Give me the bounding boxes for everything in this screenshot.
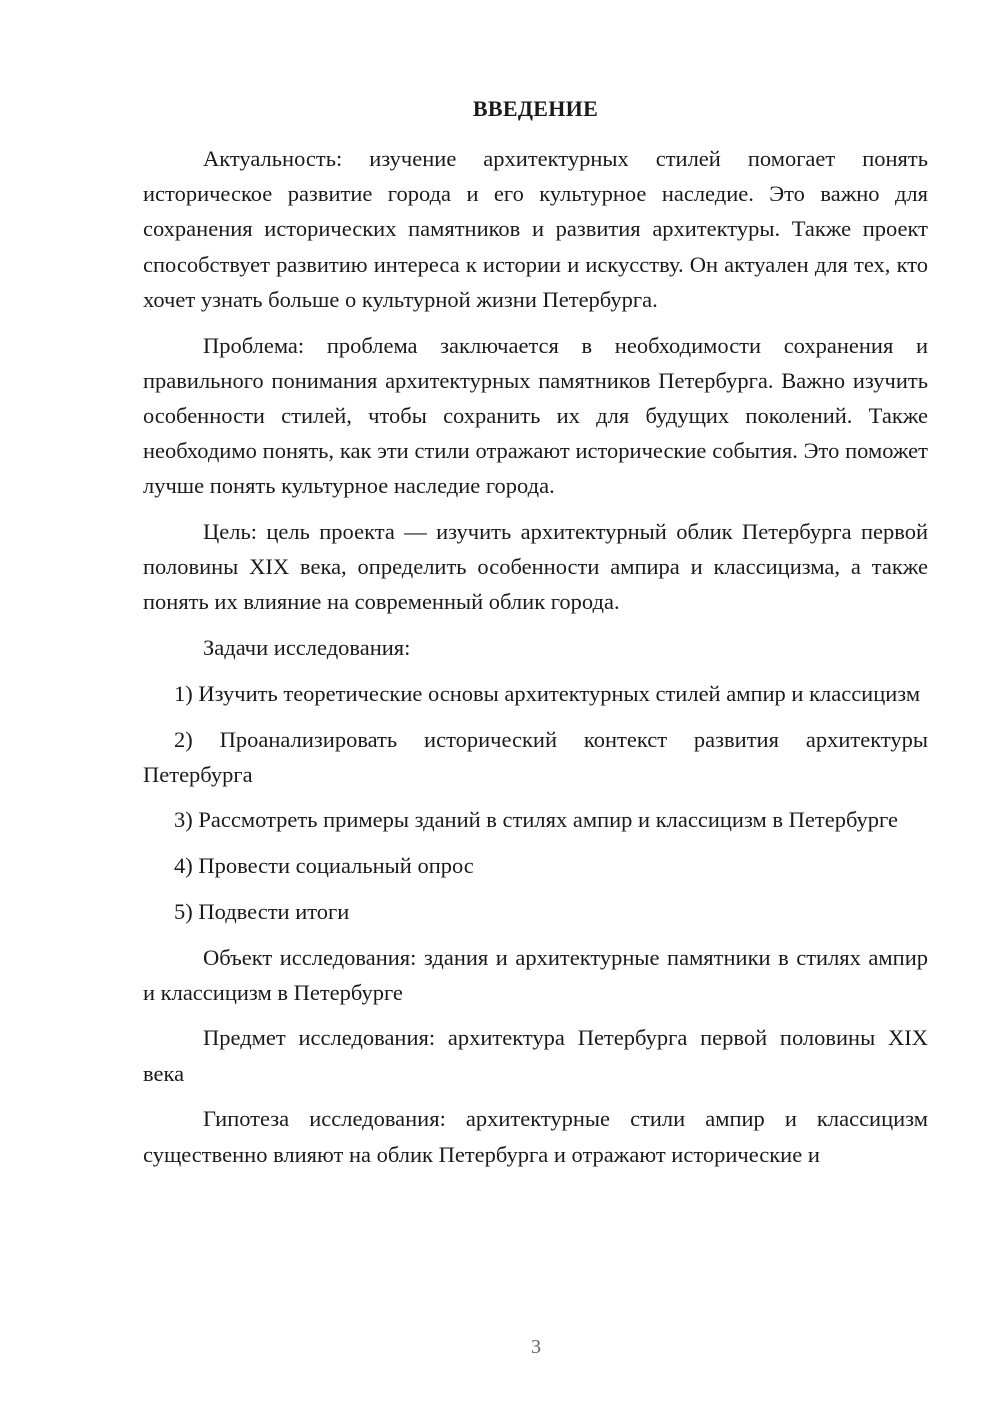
- task-item-2: 2) Проанализировать исторический контекст развития архитектуры Петербурга: [143, 726, 928, 787]
- paragraph-goal: Цель: цель проекта — изучить архитектурный облик Петербурга первой половины XIX века, определить особенности ампира и классицизма, а также понять их влияние на современный облик города.: [143, 519, 928, 615]
- task-item-4: 4) Провести социальный опрос: [174, 853, 474, 879]
- paragraph-hypothesis: Гипотеза исследования: архитектурные стили ампир и классицизм существенно влияют на облик Петербурга и отражают исторические и: [143, 1106, 928, 1167]
- paragraph-object: Объект исследования: здания и архитектурные памятники в стилях ампир и классицизм в Петербурге: [143, 944, 928, 1005]
- document-page: [143, 94, 928, 1182]
- paragraph-tasks-heading: Задачи исследования:: [203, 635, 411, 661]
- page-number: 3: [531, 1336, 541, 1358]
- paragraph-subject: Предмет исследования: архитектура Петербурга первой половины XIX века: [143, 1025, 928, 1086]
- paragraph-problem: Проблема: проблема заключается в необходимости сохранения и правильного понимания архитектурных памятников Петербурга. Важно изучить особенности стилей, чтобы сохранить их для будущих поколений. Также необходимо понять, как эти стили отражают исторические события. Это поможет лучше понять культурное наследие города.: [143, 332, 928, 499]
- page-title: ВВЕДЕНИЕ: [472, 96, 599, 121]
- task-item-5: 5) Подвести итоги: [174, 898, 350, 924]
- paragraph-relevance: Актуальность: изучение архитектурных стилей помогает понять историческое развитие города и его культурное наследие. Это важно для сохранения исторических памятников и развития архитектуры. Также проект способствует развитию интереса к истории и искусству. Он актуален для тех, кто хочет узнать больше о культурной жизни Петербурга.: [143, 146, 928, 312]
- task-item-3: 3) Рассмотреть примеры зданий в стилях ампир и классицизм в Петербурге: [174, 807, 898, 833]
- task-item-1: 1) Изучить теоретические основы архитектурных стилей ампир и классицизм: [174, 680, 921, 706]
